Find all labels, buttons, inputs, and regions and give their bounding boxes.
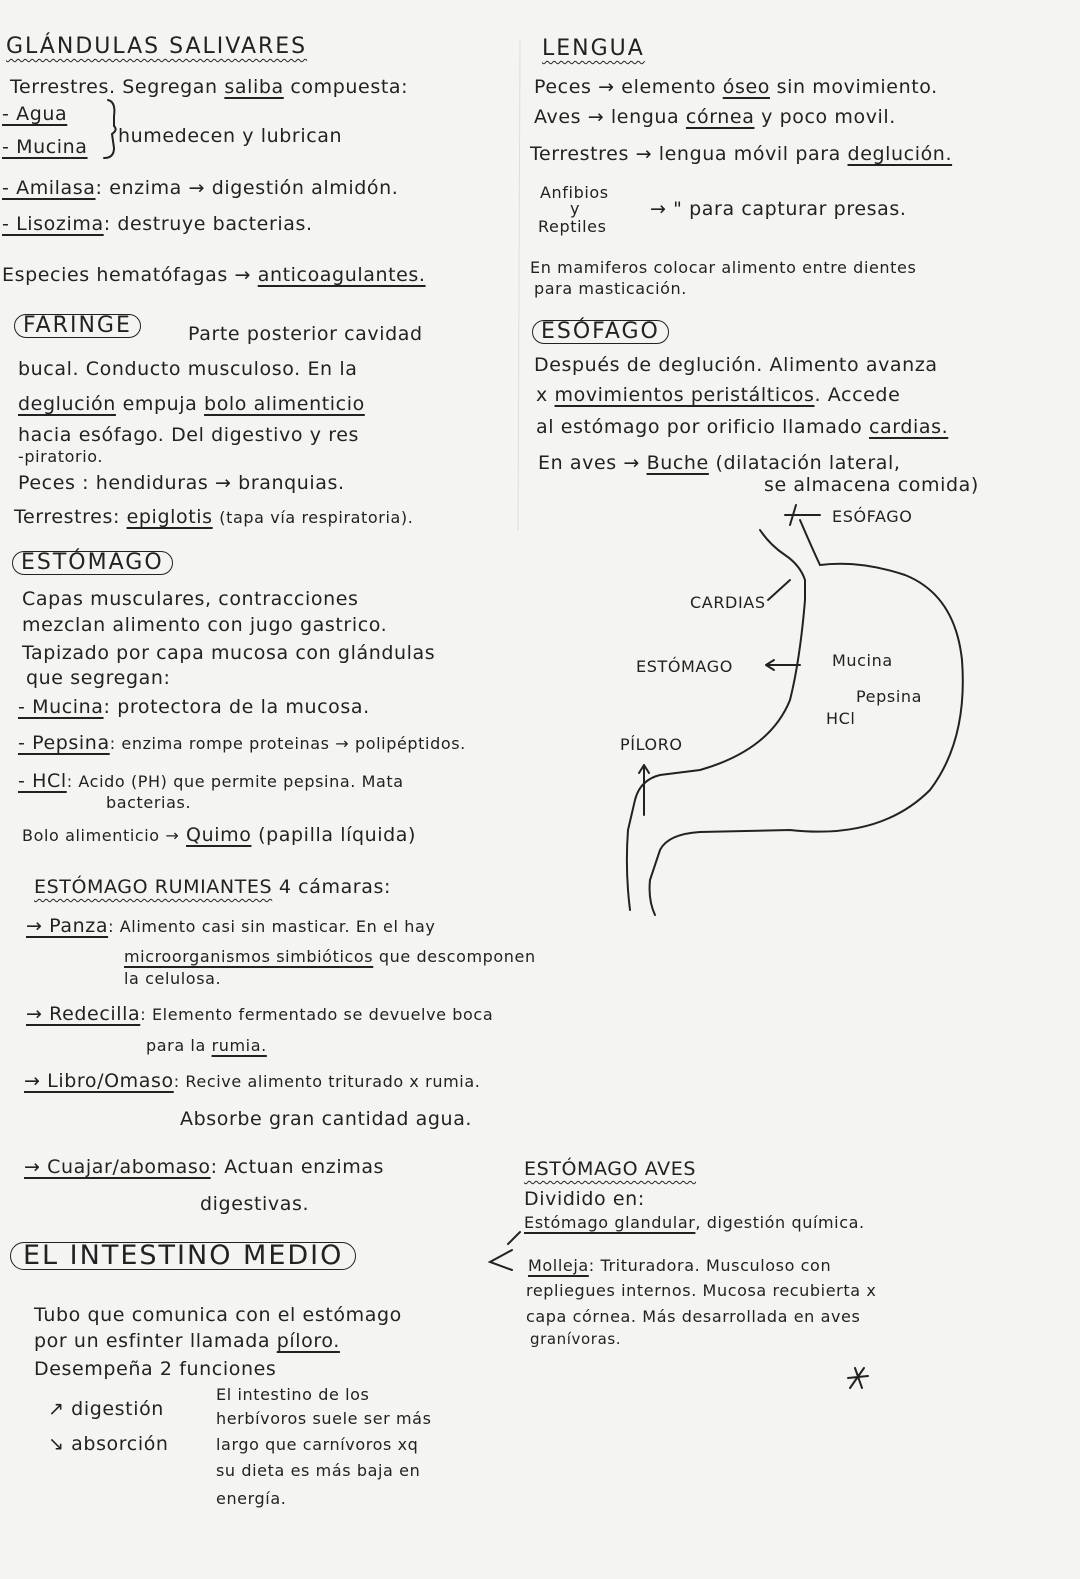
lengua-mamiferos-1: En mamiferos colocar alimento entre dientes <box>530 258 917 277</box>
aves-molleja-4: granívoras. <box>530 1330 622 1348</box>
rumiantes-libro: → Libro/Omaso: Recive alimento triturado x rumia. <box>24 1070 481 1092</box>
cardias-arrow <box>768 580 790 600</box>
salivares-line1: Terrestres. Segregan saliba compuesta: <box>10 76 409 98</box>
intestino-note-4: su dieta es más baja en <box>216 1461 421 1480</box>
estomago-bolo: Bolo alimenticio → Quimo (papilla líquida) <box>22 824 417 846</box>
salivares-brace <box>104 100 116 158</box>
salivares-especies: Especies hematófagas → anticoagulantes. <box>2 264 426 286</box>
intestino-note-3: largo que carnívoros xq <box>216 1435 419 1454</box>
salivares-title: GLÁNDULAS SALIVARES <box>6 34 308 59</box>
diagram-hcl-label: HCl <box>826 709 856 728</box>
diagram-mucina-label: Mucina <box>832 651 893 670</box>
salivares-mucina: - Mucina <box>2 136 88 158</box>
estomago-mucina: - Mucina: protectora de la mucosa. <box>18 696 370 718</box>
rumiantes-panza-3: la celulosa. <box>124 969 222 988</box>
column-divider <box>518 40 520 530</box>
rumiantes-redecilla: → Redecilla: Elemento fermentado se devuelve boca <box>26 1003 494 1025</box>
aves-arrow-top <box>508 1232 520 1244</box>
diagram-pepsina-label: Pepsina <box>856 687 923 706</box>
diagram-cardias-label: CARDIAS <box>690 593 766 612</box>
lengua-mamiferos-2: para masticación. <box>534 279 687 298</box>
esofago-line2: x movimientos peristálticos. Accede <box>536 384 901 406</box>
faringe-line1: Parte posterior cavidad <box>188 323 423 345</box>
estomago-pepsina: - Pepsina: enzima rompe proteinas → polipéptidos. <box>18 732 466 754</box>
intestino-note-5: energía. <box>216 1489 287 1508</box>
intestino-line2: por un esfinter llamada píloro. <box>34 1330 340 1352</box>
faringe-line4: hacia esófago. Del digestivo y res <box>18 424 359 446</box>
piloro-arrow <box>639 765 649 815</box>
estomago-title: ESTÓMAGO <box>12 551 173 575</box>
estomago-hcl: - HCl: Acido (PH) que permite pepsina. Mata <box>18 770 404 792</box>
estomago-line3: Tapizado por capa mucosa con glándulas <box>22 642 436 664</box>
rumiantes-cuajar-2: digestivas. <box>200 1193 310 1215</box>
stomach-inner-wall <box>627 530 805 910</box>
faringe-peces: Peces : hendiduras → branquias. <box>18 472 345 494</box>
salivares-agua: - Agua <box>2 103 68 125</box>
intestino-absorcion: ↘ absorción <box>48 1433 169 1455</box>
intestino-note-2: herbívoros suele ser más <box>216 1409 432 1428</box>
intestino-title: EL INTESTINO MEDIO <box>10 1242 356 1270</box>
lengua-aves: Aves → lengua córnea y poco movil. <box>534 106 896 128</box>
salivares-lisozima: - Lisozima: destruye bacterias. <box>2 213 313 235</box>
estomago-line2: mezclan alimento con jugo gastrico. <box>22 614 388 636</box>
estomago-arrow <box>766 660 800 670</box>
aves-dividido: Dividido en: <box>524 1188 645 1210</box>
stomach-outer-wall <box>650 520 963 915</box>
rumiantes-libro-2: Absorbe gran cantidad agua. <box>180 1108 473 1130</box>
diagram-esofago-label: ESÓFAGO <box>832 507 913 526</box>
rumiantes-heading: ESTÓMAGO RUMIANTES 4 cámaras: <box>34 876 391 898</box>
esofago-aves-2: se almacena comida) <box>764 474 979 496</box>
rumiantes-redecilla-2: para la rumia. <box>146 1036 267 1055</box>
faringe-title: FARINGE <box>14 314 141 338</box>
faringe-terrestres: Terrestres: epiglotis (tapa vía respiratoria). <box>14 506 414 528</box>
diagram-piloro-label: PÍLORO <box>620 735 683 754</box>
lengua-title: LENGUA <box>542 36 645 61</box>
lengua-reptiles: Reptiles <box>538 217 607 236</box>
esofago-aves: En aves → Buche (dilatación lateral, <box>538 452 901 474</box>
aves-glandular: Estómago glandular, digestión química. <box>524 1213 865 1232</box>
salivares-amilasa: - Amilasa: enzima → digestión almidón. <box>2 177 399 199</box>
esofago-line3: al estómago por orificio llamado cardias. <box>536 416 949 438</box>
salivares-humedecen: humedecen y lubrican <box>118 125 343 147</box>
rumiantes-panza: → Panza: Alimento casi sin masticar. En el hay <box>26 915 436 937</box>
aves-title: ESTÓMAGO AVES <box>524 1158 697 1180</box>
lengua-y: y <box>570 199 581 218</box>
aves-arrow <box>490 1250 512 1270</box>
rumiantes-panza-2: microorganismos simbióticos que descomponen <box>124 947 536 966</box>
lengua-terrestres: Terrestres → lengua móvil para deglución. <box>530 143 953 165</box>
estomago-hcl-2: bacterias. <box>106 793 192 812</box>
intestino-line1: Tubo que comunica con el estómago <box>34 1304 402 1326</box>
estomago-line1: Capas musculares, contracciones <box>22 588 359 610</box>
intestino-note-1: El intestino de los <box>216 1385 370 1404</box>
intestino-line3: Desempeña 2 funciones <box>34 1358 277 1380</box>
aves-molleja: Molleja: Trituradora. Musculoso con <box>528 1256 832 1275</box>
faringe-line5: -piratorio. <box>18 447 104 466</box>
lengua-capturar: → " para capturar presas. <box>650 198 907 220</box>
star-doodle <box>848 1368 868 1388</box>
faringe-line3: deglución empuja bolo alimenticio <box>18 393 365 415</box>
rumiantes-cuajar: → Cuajar/abomaso: Actuan enzimas <box>24 1156 385 1178</box>
intestino-digestion: ↗ digestión <box>48 1398 164 1420</box>
aves-molleja-3: capa córnea. Más desarrollada en aves <box>526 1307 861 1326</box>
faringe-line2: bucal. Conducto musculoso. En la <box>18 358 358 380</box>
esofago-line1: Después de deglución. Alimento avanza <box>534 354 938 376</box>
estomago-line4: que segregan: <box>26 667 171 689</box>
lengua-anfibios: Anfibios <box>540 183 609 202</box>
diagram-estomago-label: ESTÓMAGO <box>636 657 733 676</box>
aves-molleja-2: repliegues internos. Mucosa recubierta x <box>526 1281 877 1300</box>
lengua-peces: Peces → elemento óseo sin movimiento. <box>534 76 938 98</box>
esofago-title: ESÓFAGO <box>532 320 669 344</box>
